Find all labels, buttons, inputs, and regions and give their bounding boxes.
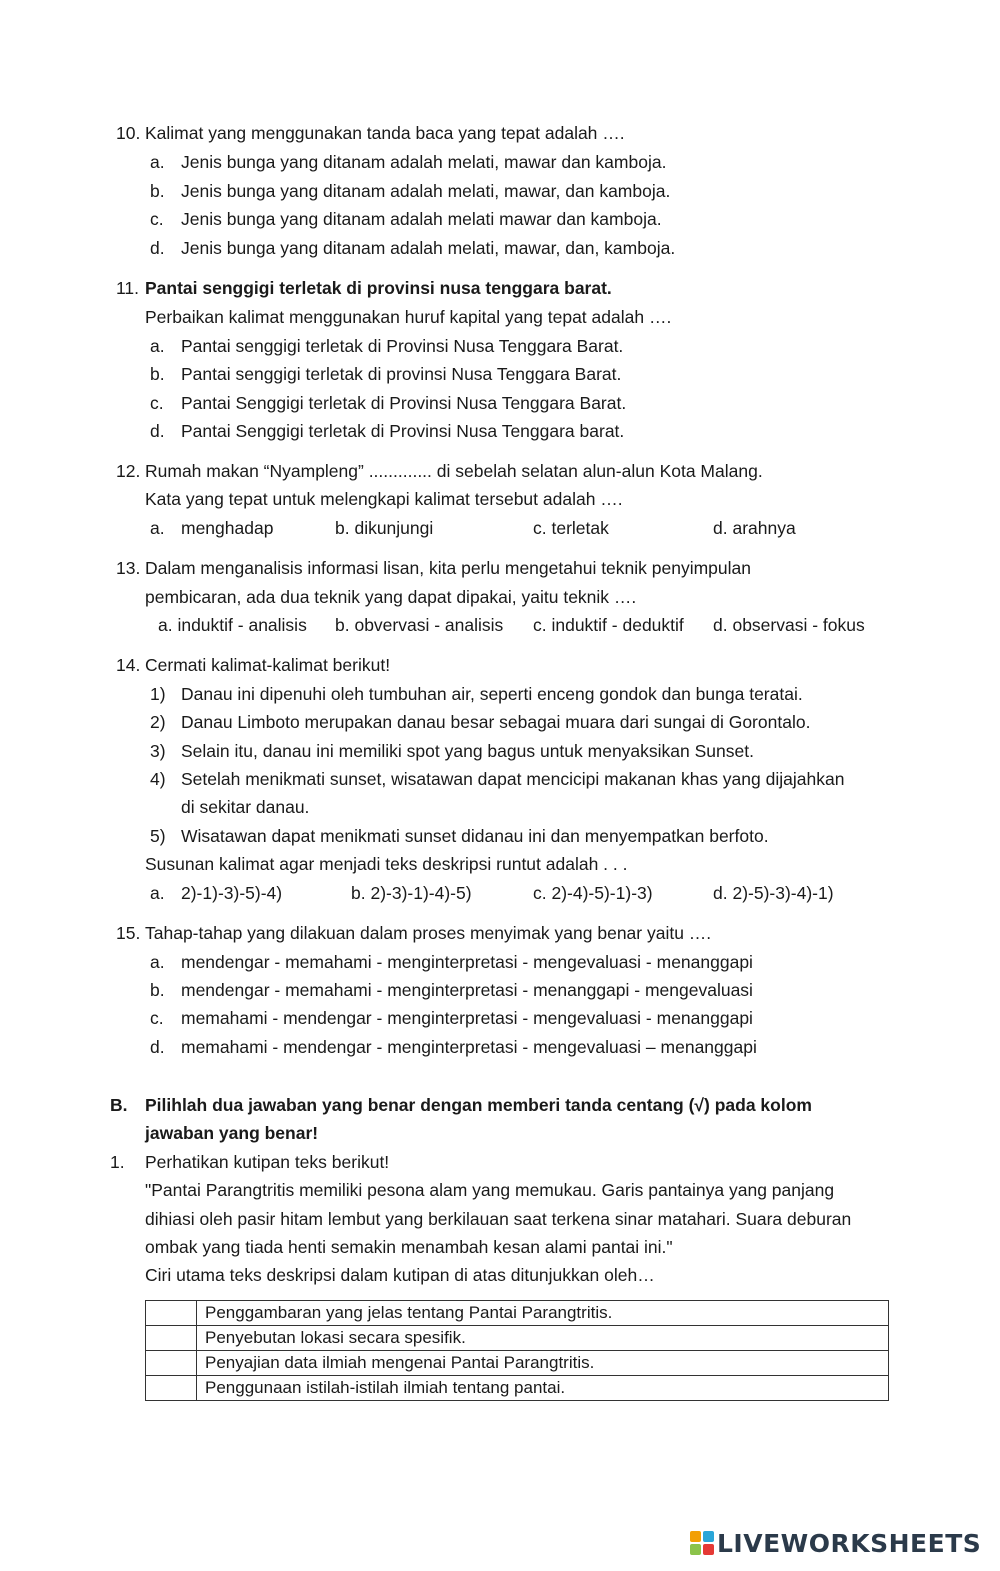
section-title-cont: jawaban yang benar! [145, 1123, 319, 1143]
option-label: b. [150, 980, 165, 1000]
question-stem: Perbaikan kalimat menggunakan huruf kapital yang tepat adalah …. [145, 307, 672, 327]
question-stem-bold: Pantai senggigi terletak di provinsi nusa tenggara barat. [145, 278, 612, 298]
section-title: Pilihlah dua jawaban yang benar dengan memberi tanda centang (√) pada kolom [145, 1095, 812, 1115]
answer-choice: Penggambaran yang jelas tentang Pantai Parangtritis. [197, 1301, 889, 1326]
section-label: B. [110, 1095, 128, 1115]
option-text: memahami - mendengar - menginterpretasi - mengevaluasi – menanggapi [181, 1037, 757, 1057]
list-item-label: 5) [150, 826, 166, 846]
option-text: Pantai senggigi terletak di provinsi Nusa Tenggara Barat. [181, 364, 622, 384]
question-stem: Tahap-tahap yang dilakuan dalam proses menyimak yang benar yaitu …. [145, 923, 712, 943]
option-b: b. 2)-3)-1)-4)-5) [351, 883, 472, 903]
answer-checkbox[interactable] [146, 1326, 197, 1351]
question-stem: Kalimat yang menggunakan tanda baca yang tepat adalah …. [145, 123, 625, 143]
option-text: Pantai Senggigi terletak di Provinsi Nusa Tenggara barat. [181, 421, 625, 441]
logo-square-icon [690, 1531, 701, 1542]
question-number: 12. [116, 461, 141, 481]
logo-square-icon [703, 1544, 714, 1555]
table-row [146, 1351, 889, 1376]
option-b: b. dikunjungi [335, 518, 434, 538]
option-text: Jenis bunga yang ditanam adalah melati, mawar, dan kamboja. [181, 181, 671, 201]
quote-line: dihiasi oleh pasir hitam lembut yang berkilauan saat terkena sinar matahari. Suara deburan [145, 1209, 852, 1229]
option-label: d. [150, 1037, 165, 1057]
option-label: c. [150, 1008, 164, 1028]
list-item-label: 4) [150, 769, 166, 789]
option-label: c. [150, 393, 164, 413]
option-label: d. [150, 421, 165, 441]
list-item-text: Danau ini dipenuhi oleh tumbuhan air, seperti enceng gondok dan bunga teratai. [181, 684, 803, 704]
question-stem: pembicaran, ada dua teknik yang dapat dipakai, yaitu teknik …. [145, 587, 637, 607]
option-label: a. [150, 336, 165, 356]
option-d: d. 2)-5)-3)-4)-1) [713, 883, 834, 903]
option-text: Jenis bunga yang ditanam adalah melati, mawar, dan, kamboja. [181, 238, 676, 258]
liveworksheets-logo [690, 1527, 981, 1559]
logo-square-icon [703, 1531, 714, 1542]
answer-choice: Penyajian data ilmiah mengenai Pantai Parangtritis. [197, 1351, 889, 1376]
option-d: d. arahnya [713, 518, 796, 538]
option-text: mendengar - memahami - menginterpretasi - mengevaluasi - menanggapi [181, 952, 753, 972]
table-row [146, 1326, 889, 1351]
question-stem: Ciri utama teks deskripsi dalam kutipan di atas ditunjukkan oleh… [145, 1265, 655, 1285]
table-row [146, 1301, 889, 1326]
liveworksheets-logo-icon [690, 1531, 714, 1555]
option-b: b. obvervasi - analisis [335, 615, 504, 635]
list-item-text: Selain itu, danau ini memiliki spot yang bagus untuk menyaksikan Sunset. [181, 741, 754, 761]
option-label: b. [150, 364, 165, 384]
question-stem: Dalam menganalisis informasi lisan, kita perlu mengetahui teknik penyimpulan [145, 558, 751, 578]
option-text: memahami - mendengar - menginterpretasi - mengevaluasi - menanggapi [181, 1008, 753, 1028]
option-text: mendengar - memahami - menginterpretasi - menanggapi - mengevaluasi [181, 980, 753, 1000]
question-stem: Rumah makan “Nyampleng” ............. di sebelah selatan alun-alun Kota Malang. [145, 461, 763, 481]
list-item-text-cont: di sekitar danau. [181, 797, 310, 817]
question-number: 1. [110, 1152, 125, 1172]
question-number: 13. [116, 558, 141, 578]
quote-line: ombak yang tiada henti semakin menambah kesan alami pantai ini." [145, 1237, 673, 1257]
table-row [146, 1376, 889, 1401]
list-item-label: 2) [150, 712, 166, 732]
list-item-text: Danau Limboto merupakan danau besar sebagai muara dari sungai di Gorontalo. [181, 712, 811, 732]
option-a: 2)-1)-3)-5)-4) [181, 883, 283, 903]
list-item-text: Setelah menikmati sunset, wisatawan dapat mencicipi makanan khas yang dijajahkan [181, 769, 845, 789]
list-item-label: 1) [150, 684, 166, 704]
question-stem: Susunan kalimat agar menjadi teks deskripsi runtut adalah . . . [145, 854, 628, 874]
option-c: c. terletak [533, 518, 609, 538]
list-item-label: 3) [150, 741, 166, 761]
answer-choice: Penggunaan istilah-istilah ilmiah tentang pantai. [197, 1376, 889, 1401]
option-c: c. 2)-4)-5)-1)-3) [533, 883, 653, 903]
question-number: 11. [116, 278, 140, 298]
question-number: 15. [116, 923, 141, 943]
list-item-text: Wisatawan dapat menikmati sunset didanau ini dan menyempatkan berfoto. [181, 826, 769, 846]
quote-line: "Pantai Parangtritis memiliki pesona alam yang memukau. Garis pantainya yang panjang [145, 1180, 835, 1200]
answer-choice: Penyebutan lokasi secara spesifik. [197, 1326, 889, 1351]
answer-checkbox[interactable] [146, 1376, 197, 1401]
option-d: d. observasi - fokus [713, 615, 865, 635]
option-text: Jenis bunga yang ditanam adalah melati mawar dan kamboja. [181, 209, 662, 229]
option-label: c. [150, 209, 164, 229]
option-label: d. [150, 238, 165, 258]
logo-square-icon [690, 1544, 701, 1555]
question-stem: Cermati kalimat-kalimat berikut! [145, 655, 391, 675]
option-text: Pantai Senggigi terletak di Provinsi Nusa Tenggara Barat. [181, 393, 627, 413]
question-stem: Kata yang tepat untuk melengkapi kalimat tersebut adalah …. [145, 489, 623, 509]
option-text: Jenis bunga yang ditanam adalah melati, mawar dan kamboja. [181, 152, 667, 172]
question-number: 14. [116, 655, 141, 675]
option-label: b. [150, 181, 165, 201]
option-a: a. induktif - analisis [158, 615, 307, 635]
logo-text: LIVEWORKSHEETS [717, 1528, 982, 1558]
question-intro: Perhatikan kutipan teks berikut! [145, 1152, 390, 1172]
option-label: a. [150, 883, 165, 903]
option-a: menghadap [181, 518, 274, 538]
option-text: Pantai senggigi terletak di Provinsi Nusa Tenggara Barat. [181, 336, 624, 356]
option-c: c. induktif - deduktif [533, 615, 684, 635]
answer-table [145, 1300, 889, 1401]
answer-checkbox[interactable] [146, 1301, 197, 1326]
option-label: a. [150, 952, 165, 972]
question-number: 10. [116, 123, 141, 143]
answer-checkbox[interactable] [146, 1351, 197, 1376]
option-label: a. [150, 518, 165, 538]
option-label: a. [150, 152, 165, 172]
